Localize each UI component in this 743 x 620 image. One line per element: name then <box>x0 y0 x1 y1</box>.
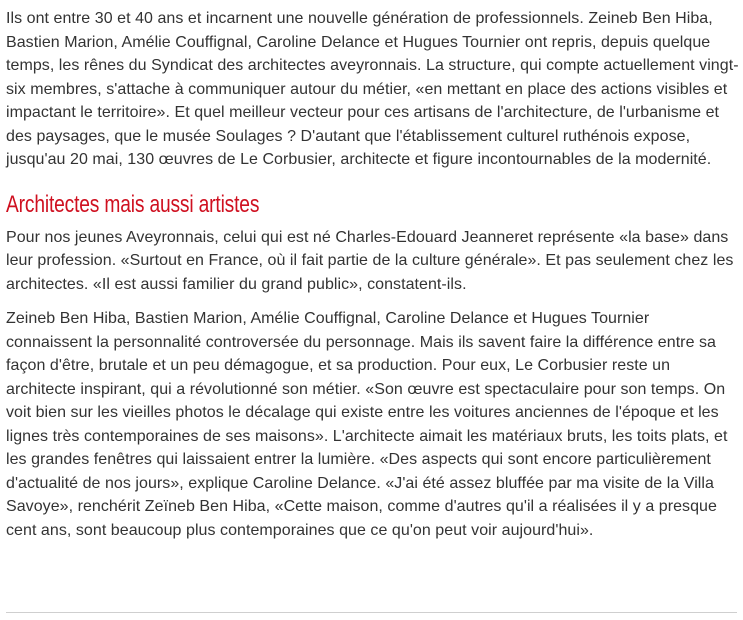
article-body <box>6 0 739 542</box>
section-heading: Architectes mais aussi artistes <box>6 190 260 218</box>
intro-paragraph: Ils ont entre 30 et 40 ans et incarnent une nouvelle génération de professionnels. Zeineb Ben Hiba, Bastien Marion, Amélie Couffignal, Caroline Delance et Hugues Tournier ont repris, depuis quelque temps, les rênes du Syndicat des architectes aveyronnais. La structure, qui compte actuellement vingt-six membres, s'attache à communiquer autour du métier, «en mettant en place des actions visibles et impactant le territoire». Et quel meilleur vecteur pour ces artisans de l'architecture, de l'urbanisme et des paysages, que le musée Soulages ? D'autant que l'établissement culturel ruthénois expose, jusqu'au 20 mai, 130 œuvres de Le Corbusier, architecte et figure incontournables de la modernité. <box>6 10 739 168</box>
paragraph-2: Pour nos jeunes Aveyronnais, celui qui est né Charles-Edouard Jeanneret représente «la base» dans leur profession. «Surtout en France, où il fait partie de la culture générale». Et pas seulement chez les architectes. «Il est aussi familier du grand public», constatent-ils. <box>6 228 734 293</box>
bottom-divider <box>6 612 737 613</box>
paragraph-3: Zeineb Ben Hiba, Bastien Marion, Amélie Couffignal, Caroline Delance et Hugues Tournier connaissent la personnalité controversée du personnage. Mais ils savent faire la différence entre sa façon d'être, brutale et un peu démagogue, et sa production. Pour eux, Le Corbusier reste un architecte inspirant, qui a révolutionné son métier. «Son œuvre est spectaculaire pour son temps. On voit bien sur les vieilles photos le décalage qui existe entre les voitures anciennes de l'époque et les lignes très contemporaines de ses maisons». L'architecte aimait les matériaux bruts, les toits plats, et les grandes fenêtres qui laissaient entrer la lumière. «Des aspects qui sont encore particulièrement d'actualité de nos jours», explique Caroline Delance. «J'ai été assez bluffée par ma visite de la Villa Savoye», renchérit Zeïneb Ben Hiba, «Cette maison, comme d'autres qu'il a réalisées il y a presque cent ans, sont beaucoup plus contemporaines que ce qu'on peut voir aujourd'hui». <box>6 310 728 539</box>
